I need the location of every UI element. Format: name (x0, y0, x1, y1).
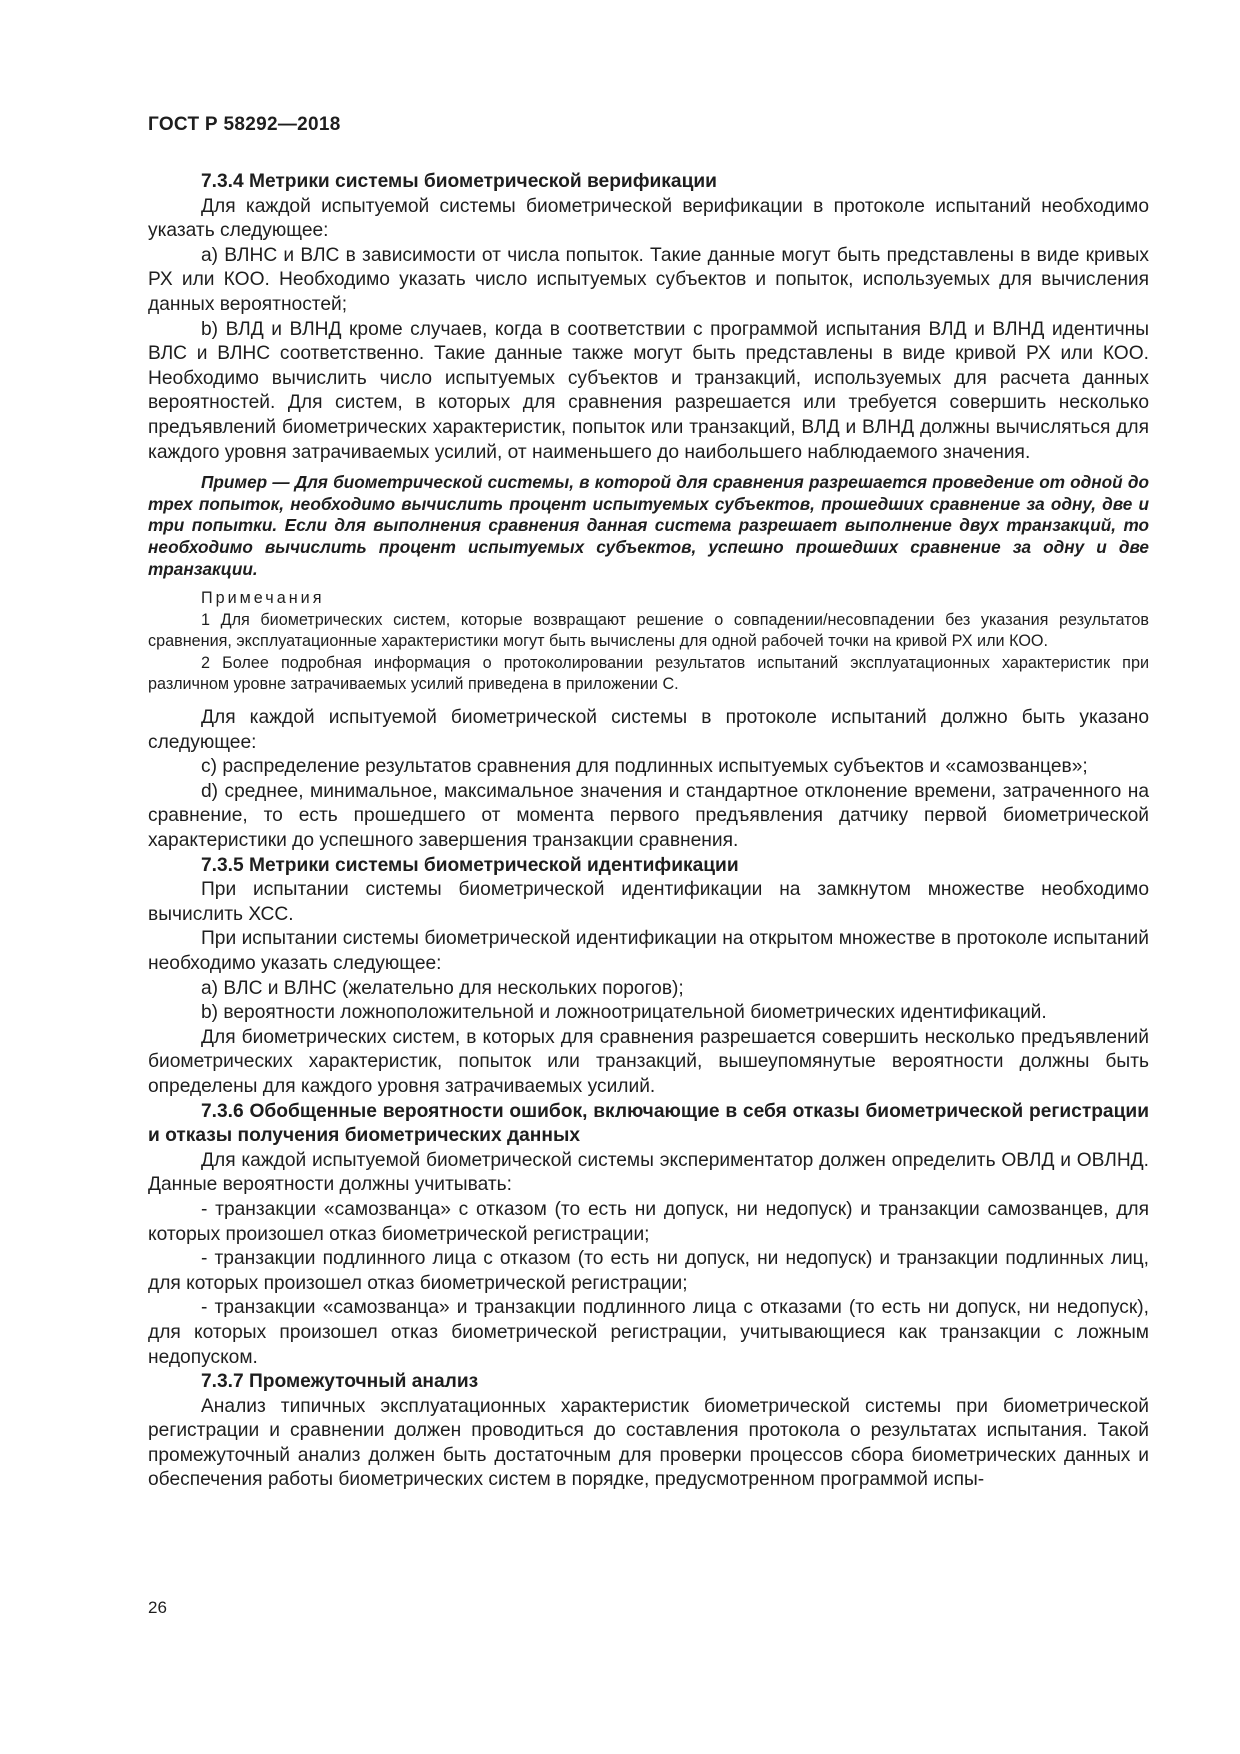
note-1: 1 Для биометрических систем, которые возвращают решение о совпадении/несовпадении без указания результатов сравнения, эксплуатационные характеристики могут быть вычислены для одной рабочей точки на кривой РХ или КОО. (148, 610, 1149, 651)
section-heading-7-3-5: 7.3.5 Метрики системы биометрической идентификации (201, 854, 739, 876)
paragraph: При испытании системы биометрической идентификации на открытом множестве в протоколе испытаний необходимо указать следующее: (148, 928, 1149, 974)
list-item-a: a) ВЛНС и ВЛС в зависимости от числа попыток. Такие данные могут быть представлены в виде кривых РХ или КОО. Необходимо указать число испытуемых субъектов и попыток, используемых для вычисления данных вероятностей; (148, 244, 1149, 315)
dash-item: - транзакции подлинного лица с отказом (то есть ни допуск, ни недопуск) и транзакции подлинных лиц, для которых произошел отказ биометрической регистрации; (148, 1248, 1149, 1294)
list-item-a: a) ВЛС и ВЛНС (желательно для нескольких порогов); (201, 977, 684, 999)
example-block: Пример — Для биометрической системы, в которой для сравнения разрешается проведение от одной до трех попыток, необходимо вычислить процент испытуемых субъектов, прошедших сравнение за одну, две и три попытки. Если для выполнения сравнения данная система разрешает выполнение двух транзакций, то необходимо вычислить процент испытуемых субъектов, успешно прошедших сравнение за одну и две транзакции. (148, 472, 1149, 579)
section-heading-7-3-7: 7.3.7 Промежуточный анализ (201, 1371, 479, 1393)
section-heading-7-3-4: 7.3.4 Метрики системы биометрической верификации (201, 171, 717, 192)
paragraph: Для биометрических систем, в которых для сравнения разрешается совершить несколько предъявлений биометрических характеристик, попыток или транзакций, вышеупомянутые вероятности должны быть определены для каждого уровня затрачиваемых усилий. (148, 1026, 1149, 1097)
dash-item: - транзакции «самозванца» с отказом (то есть ни допуск, ни недопуск) и транзакции самозванцев, для которых произошел отказ биометрической регистрации; (148, 1198, 1149, 1245)
dash-item: - транзакции «самозванца» и транзакции подлинного лица с отказами (то есть ни допуск, ни недопуск), для которых произошел отказ биометрической регистрации, учитывающиеся как транзакции с ложным недопуском. (148, 1297, 1149, 1368)
paragraph: При испытании системы биометрической идентификации на замкнутом множестве необходимо вычислить ХСС. (148, 879, 1149, 925)
section-heading-7-3-6: 7.3.6 Обобщенные вероятности ошибок, включающие в себя отказы биометрической регистрации и отказы получения биометрических данных (148, 1100, 1149, 1147)
paragraph: Для каждой испытуемой биометрической системы экспериментатор должен определить ОВЛД и ОВЛНД. Данные вероятности должны учитывать: (148, 1149, 1149, 1196)
paragraph: Для каждой испытуемой биометрической системы в протоколе испытаний должно быть указано следующее: (148, 707, 1149, 753)
list-item-b: b) ВЛД и ВЛНД кроме случаев, когда в соответствии с программой испытания ВЛД и ВЛНД идентичны ВЛС и ВЛНС соответственно. Такие данные также могут быть представлены в виде кривой РХ или КОО. Необходимо вычислить число испытуемых субъектов и транзакций, используемых для расчета данных вероятностей. Для систем, в которых для сравнения разрешается или требуется совершить несколько предъявлений биометрических характеристик, попыток или транзакций, ВЛД и ВЛНД должны вычисляться для каждого уровня затрачиваемых усилий, от наименьшего до наибольшего наблюдаемого значения. (148, 318, 1149, 463)
notes-title: Примечания (201, 589, 325, 608)
note-2: 2 Более подробная информация о протоколировании результатов испытаний эксплуатационных характеристик при различном уровне затрачиваемых усилий приведена в приложении С. (148, 653, 1149, 694)
list-item-d: d) среднее, минимальное, максимальное значения и стандартное отклонение времени, затраченного на сравнение, то есть прошедшего от момента первого предъявления датчику первой биометрической характеристики до успешного завершения транзакции сравнения. (148, 780, 1149, 852)
notes-block (148, 588, 1149, 696)
list-item-b: b) вероятности ложноположительной и ложноотрицательной биометрических идентификаций. (201, 1002, 1047, 1024)
paragraph: Анализ типичных эксплуатационных характеристик биометрической системы при биометрической регистрации и сравнении должен проводиться до составления протокола о результатах испытания. Такой промежуточный анализ должен быть достаточным для проверки процессов сбора биометрических данных и обеспечения работы биометрических систем в порядке, предусмотренном программой испы- (148, 1395, 1149, 1491)
document-body (148, 170, 1149, 1493)
page-number: 26 (148, 1598, 167, 1617)
paragraph: Для каждой испытуемой системы биометрической верификации в протоколе испытаний необходимо указать следующее: (148, 195, 1149, 242)
list-item-c: c) распределение результатов сравнения для подлинных испытуемых субъектов и «самозванцев»; (201, 756, 1088, 778)
standard-code: ГОСТ Р 58292—2018 (148, 114, 341, 135)
